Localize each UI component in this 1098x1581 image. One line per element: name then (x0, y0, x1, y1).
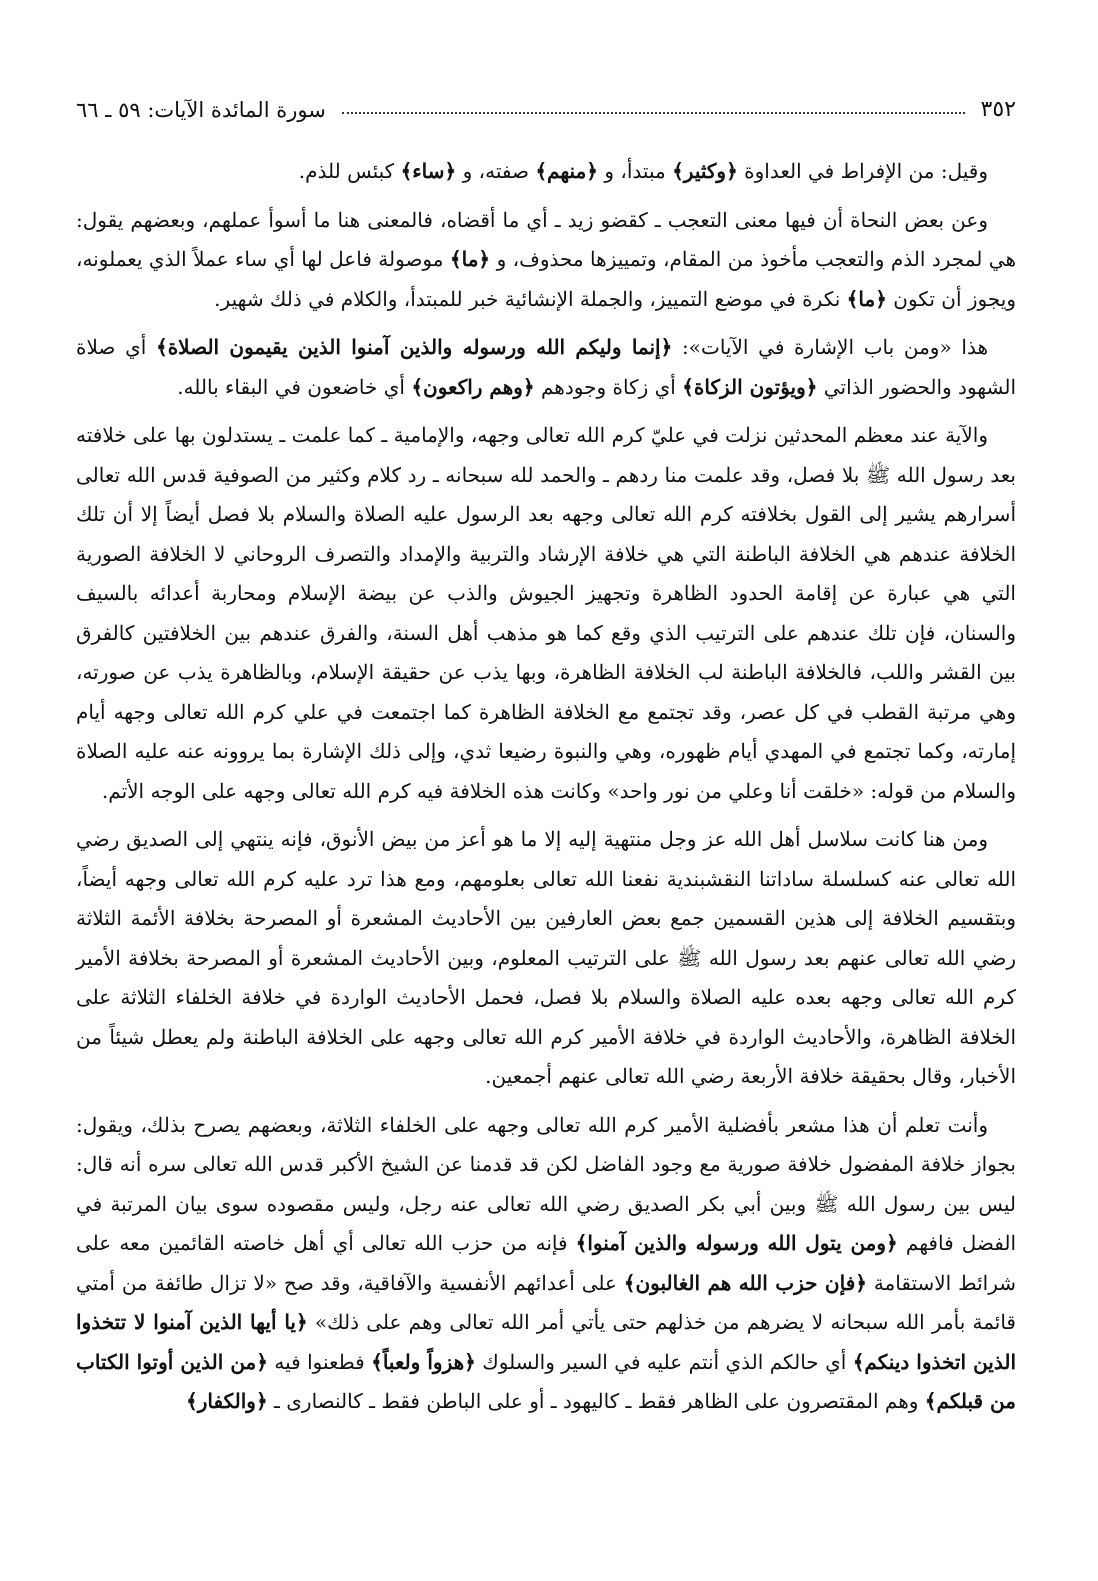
quran-quote: ﴿يا أيها الذين آمنوا لا تتخذوا الذين اتخذوا دينكم﴾ (76, 1310, 1017, 1374)
paragraph (76, 152, 1016, 192)
quran-quote: ﴿ما﴾ (449, 247, 491, 271)
body-text (76, 152, 1016, 1422)
quran-quote: ﴿هزواً ولعباً﴾ (371, 1349, 476, 1374)
text-run: أي خاضعون في البقاء بالله. (177, 374, 412, 399)
quran-quote: ﴿وهم راكعون﴾ (411, 374, 535, 399)
paragraph (76, 820, 1016, 1097)
running-header (76, 82, 1016, 122)
quran-quote: ﴿فإن حزب الله هم الغالبون﴾ (623, 1270, 867, 1295)
text-run: كبئس للذم. (298, 159, 401, 183)
quran-quote: ﴿ساء﴾ (400, 159, 457, 183)
text-run: على أعدائهم الأنفسية والآفاقية، وقد صح «لا تزال طائفة من أمتي قائمة بأمر الله سبحانه لا يضرهم من خذلهم حتى يأتي أمر الله تعالى وهم على ذلك» (76, 1270, 1016, 1334)
text-run: وعن بعض النحاة أن فيها معنى التعجب ـ كقضو زيد ـ أي ما أقضاه، فالمعنى هنا ما أسوأ عملهم، وبعضهم يقول: هي لمجرد الذم والتعجب مأخوذ من المقام، وتمييزها محذوف، و (76, 207, 1016, 271)
text-run: أي حالكم الذي أنتم عليه في السير والسلوك (475, 1349, 853, 1374)
quran-quote: ﴿ما﴾ (846, 286, 887, 311)
text-run: وهم المقتصرون على الظاهر فقط ـ كاليهود ـ أو على الباطن فقط ـ كالنصارى ـ (267, 1389, 925, 1413)
paragraph (76, 1106, 1016, 1422)
running-title: سورة المائدة الآيات: ٥٩ ـ ٦٦ (76, 98, 326, 122)
paragraph (76, 201, 1016, 320)
text-run: والآية عند معظم المحدثين نزلت في عليّ كرم الله تعالى وجهه، والإمامية ـ كما علمت ـ يستدلون بها على خلافته بعد رسول الله ﷺ بلا فصل، وقد علمت منا ردهم ـ والحمد لله سبحانه ـ رد كلام وكثير من الصوفية قدس الله تعالى أسرارهم يشير إلى القول بخلافته كرم الله تعالى وجهه بعد الرسول عليه الصلاة والسلام بلا فصل أيضاً إلا أن تلك الخلافة عندهم هي الخلافة الباطنة التي هي خلافة الإرشاد والتربية والإمداد والتصرف الروحاني لا الخلافة الصورية التي هي عبارة عن إقامة الحدود الظاهرة وتجهيز الجيوش والذب عن بيضة الإسلام ومحاربة أعدائه بالسيف والسنان، فإن تلك عندهم على الترتيب الذي وقع كما هو مذهب أهل السنة، والفرق عندهم بين الخلافتين كالفرق بين القشر واللب، فالخلافة الباطنة لب الخلافة الظاهرة، وبها يذب عن حقيقة الإسلام، وبالظاهرة يذب عن صورته، وهي مرتبة القطب في كل عصر، وقد تجتمع مع الخلافة الظاهرة كما اجتمعت في علي كرم الله تعالى وجهه أيام إمارته، وكما تجتمع في المهدي أيام ظهوره، وهي والنبوة رضيعا ثدي، وإلى ذلك الإشارة بما يروونه عنه عليه الصلاة والسلام من قوله: «خلقت أنا وعلي من نور واحد» وكانت هذه الخلافة فيه كرم الله تعالى وجهه على الوجه الأتم. (76, 423, 1016, 803)
quran-quote: ﴿ومن يتول الله ورسوله والذين آمنوا﴾ (575, 1231, 898, 1255)
text-run: ومن هنا كانت سلاسل أهل الله عز وجل منتهية إليه إلا ما هو أعز من بيض الأنوق، فإنه ينتهي إلى الصديق رضي الله تعالى عنه كسلسلة ساداتنا النقشبندية نفعنا الله تعالى بعلومهم، ومع هذا ترد عليه كرم الله تعالى وجهه أيضاً، وبتقسيم الخلافة إلى هذين القسمين جمع بعض العارفين بين الأحاديث المشعرة أو المصرحة بخلافة الأئمة الثلاثة رضي الله تعالى عنهم بعد رسول الله ﷺ على الترتيب المعلوم، وبين الأحاديث المشعرة أو المصرحة بخلافة الأمير كرم الله تعالى وجهه بعده عليه الصلاة والسلام بلا فصل، فحمل الأحاديث الواردة في خلافة الخلفاء الثلاثة على الخلافة الظاهرة، والأحاديث الواردة في خلافة الأمير كرم الله تعالى وجهه على الخلافة الباطنة ولم يعطل شيئاً من الأخبار، وقال بحقيقة خلافة الأربعة رضي الله تعالى عنهم أجمعين. (76, 827, 1017, 1088)
text-run: نكرة في موضع التمييز، والجملة الإنشائية خبر للمبتدأ، والكلام في ذلك شهير. (214, 286, 847, 311)
paragraph (76, 328, 1016, 407)
header-dotted-leader (342, 112, 965, 114)
page-number: ٣٥٢ (980, 97, 1016, 122)
quran-quote: ﴿وكثير﴾ (672, 159, 738, 183)
text-run: فإنه من حزب الله تعالى أي أهل خاصته القائمين معه على شرائط الاستقامة (76, 1231, 1016, 1295)
quran-quote: ﴿إنما وليكم الله ورسوله والذين آمنوا الذين يقيمون الصلاة﴾ (155, 335, 673, 359)
text-run: فطعنوا فيه (267, 1349, 372, 1374)
text-run: مبتدأ، و (598, 159, 673, 183)
quran-quote: ﴿ويؤتون الزكاة﴾ (682, 374, 818, 399)
text-run: هذا «ومن باب الإشارة في الآيات»: (672, 335, 988, 359)
text-run: وأنت تعلم أن هذا مشعر بأفضلية الأمير كرم الله تعالى وجهه على الخلفاء الثلاثة، وبعضهم يصرح بذلك، ويقول: بجواز خلافة المفضول خلافة صورية مع وجود الفاضل لكن قد قدمنا عن الشيخ الأكبر قدس الله تعالى سره أنه قال: ليس بين رسول الله ﷺ وبين أبي بكر الصديق رضي الله تعالى عنه رجل، وليس مقصوده سوى بيان المرتبة في الفضل فافهم (76, 1112, 1016, 1255)
text-run: أي زكاة وجودهم (534, 374, 683, 399)
quran-quote: ﴿والكفار﴾ (186, 1389, 268, 1413)
text-run: أي صلاة الشهود والحضور الذاتي (76, 335, 1016, 399)
text-run: موصولة فاعل لها أي ساء عملاً الذي يعملونه، ويجوز أن تكون (76, 247, 1016, 311)
quran-quote: ﴿منهم﴾ (535, 159, 599, 183)
text-run: وقيل: من الإفراط في العداوة (737, 159, 988, 183)
quran-quote: ﴿من الذين أوتوا الكتاب من قبلكم﴾ (76, 1349, 1016, 1413)
text-run: صفته، و (456, 159, 536, 183)
paragraph (76, 416, 1016, 811)
